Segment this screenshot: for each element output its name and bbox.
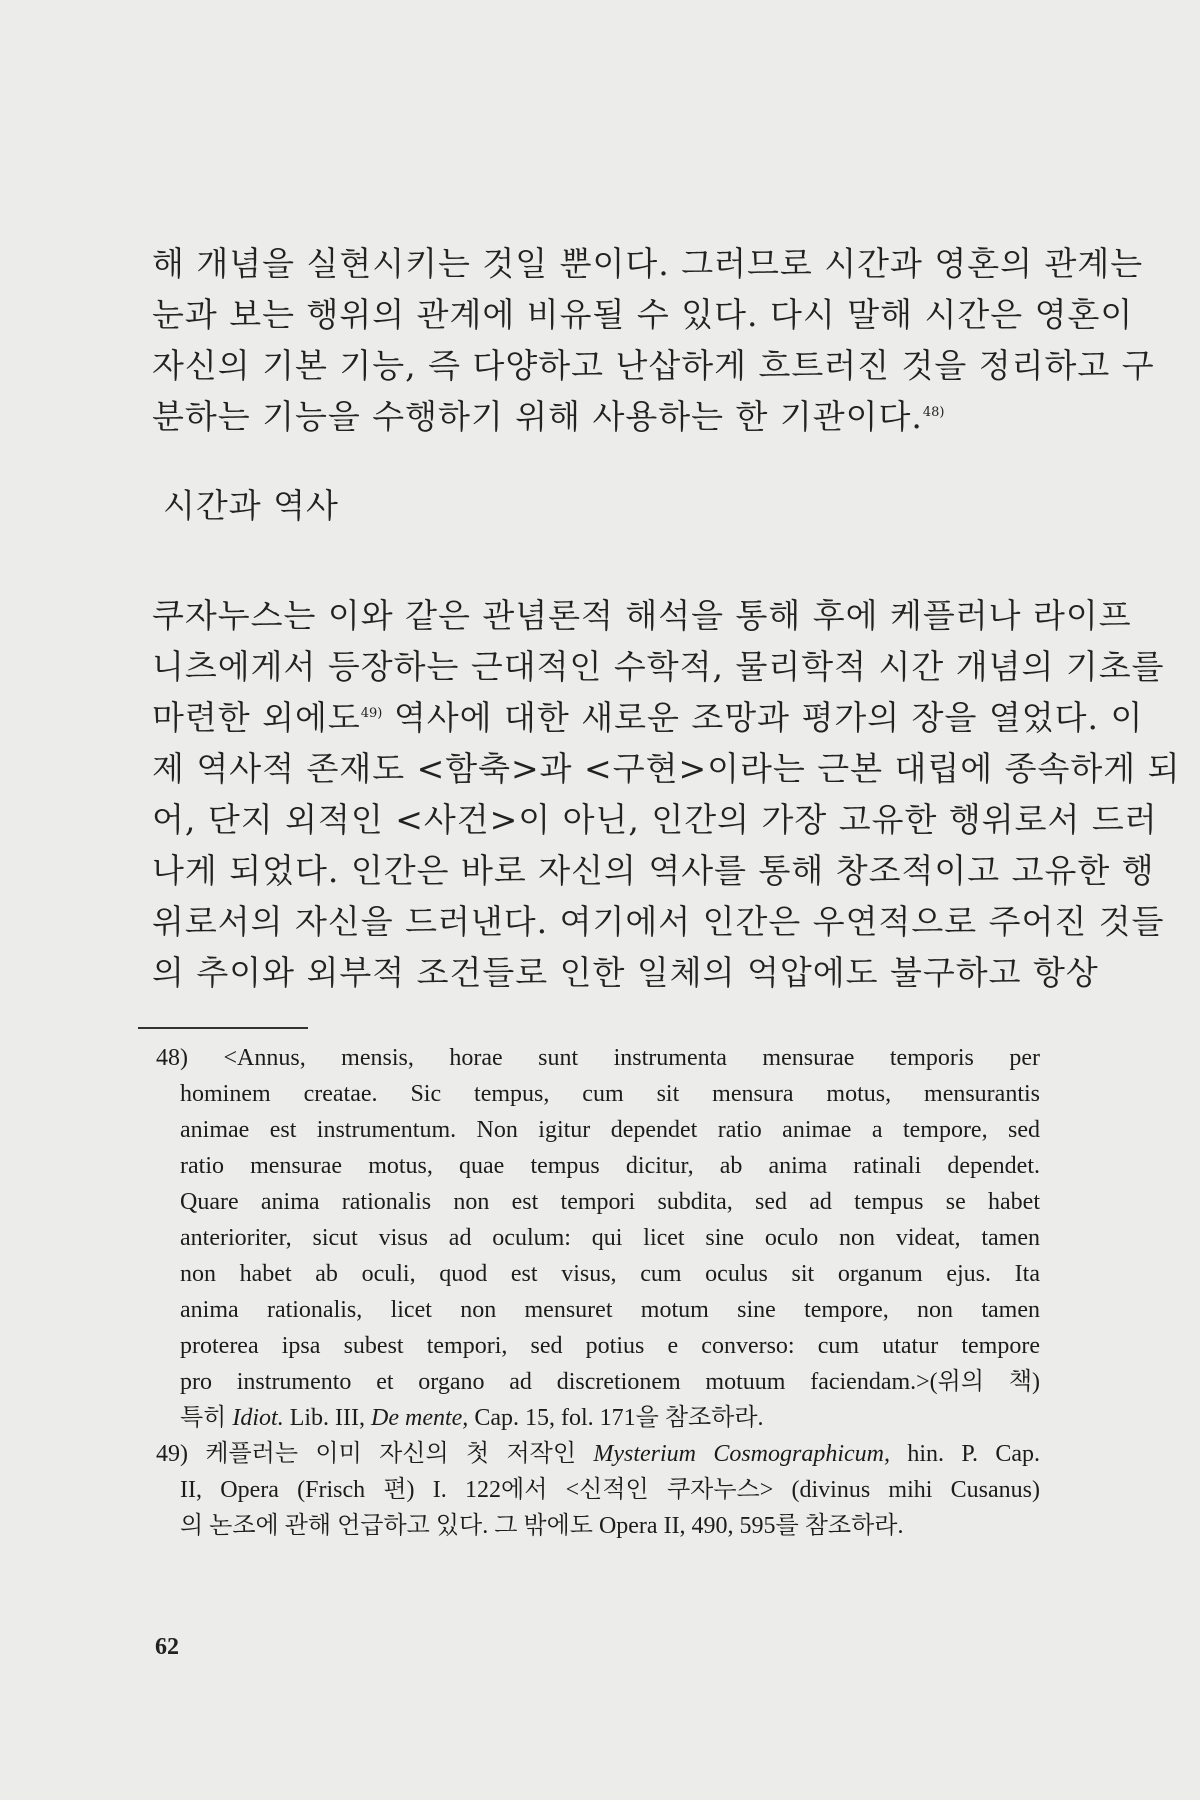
paragraph-2 — [152, 590, 1181, 998]
footnote-line — [156, 1436, 1040, 1472]
paragraph-line: 어, 단지 외적인 <사건>이 아닌, 인간의 가장 고유한 행위로서 드러 — [152, 800, 1158, 839]
paragraph-line-text: 분하는 기능을 수행하기 위해 사용하는 한 기관이다. — [152, 397, 923, 436]
footnote-line: II, Opera (Frisch 편) I. 122에서 <신적인 쿠자누스> (divinus mihi Cusanus) — [180, 1477, 1040, 1503]
footnote-line — [180, 1400, 1040, 1436]
paragraph-line-text: 마련한 외에도 — [152, 698, 361, 737]
section-heading: 시간과 역사 — [163, 486, 339, 525]
footnote-text: Cap. 15, fol. 171을 참조하라. — [468, 1405, 764, 1431]
paragraph-line: 눈과 보는 행위의 관계에 비유될 수 있다. 다시 말해 시간은 영혼이 — [152, 295, 1134, 334]
footnote-italic-title: De mente, — [371, 1405, 469, 1431]
paragraph-line: 쿠자누스는 이와 같은 관념론적 해석을 통해 후에 케플러나 라이프 — [152, 596, 1132, 635]
footnote-text: Lib. III, — [283, 1405, 372, 1431]
footnote-line: anima rationalis, licet non mensuret motum sine tempore, non tamen — [180, 1297, 1040, 1323]
footnote-italic-title: Idiot. — [232, 1405, 284, 1431]
footnote-line: anterioriter, sicut visus ad oculum: qui licet sine oculo non videat, tamen — [180, 1225, 1040, 1251]
paragraph-line — [152, 692, 1144, 743]
paragraph-line: 니츠에게서 등장하는 근대적인 수학적, 물리학적 시간 개념의 기초를 — [152, 647, 1165, 686]
paragraph-1 — [152, 238, 1155, 442]
footnote-49 — [156, 1436, 1040, 1544]
footnote-text: 49) 케플러는 이미 자신의 첫 저작인 — [156, 1441, 594, 1467]
footnote-line: pro instrumento et organo ad discretionem motuum faciendam.>(위의 책) — [180, 1369, 1040, 1395]
footnote-line: non habet ab oculi, quod est visus, cum oculus sit organum ejus. Ita — [180, 1261, 1040, 1287]
paragraph-line: 나게 되었다. 인간은 바로 자신의 역사를 통해 창조적이고 고유한 행 — [152, 851, 1155, 890]
footnote-line: animae est instrumentum. Non igitur dependet ratio animae a tempore, sed — [180, 1117, 1040, 1143]
footnote-ref-48[interactable]: 48) — [922, 405, 945, 420]
footnote-line: proterea ipsa subest tempori, sed potius e converso: cum utatur tempore — [180, 1333, 1040, 1359]
paragraph-line: 의 추이와 외부적 조건들로 인한 일체의 억압에도 불구하고 항상 — [152, 953, 1099, 992]
paragraph-line: 해 개념을 실현시키는 것일 뿐이다. 그러므로 시간과 영혼의 관계는 — [152, 244, 1144, 283]
footnote-48 — [156, 1040, 1040, 1436]
footnote-line: 48) <Annus, mensis, horae sunt instrumenta mensurae temporis per — [156, 1045, 1040, 1071]
page-number: 62 — [155, 1634, 179, 1660]
paragraph-line — [152, 391, 1048, 442]
footnote-line: hominem creatae. Sic tempus, cum sit mensura motus, mensurantis — [180, 1081, 1040, 1107]
paragraph-line: 제 역사적 존재도 <함축>과 <구현>이라는 근본 대립에 종속하게 되 — [152, 749, 1181, 788]
footnotes — [156, 1040, 1040, 1544]
footnote-text: 특히 — [180, 1405, 233, 1431]
footnote-line: 의 논조에 관해 언급하고 있다. 그 밖에도 Opera II, 490, 595를 참조하라. — [180, 1513, 904, 1539]
footnote-text: hin. P. Cap. — [890, 1441, 1040, 1467]
paragraph-line-text: 역사에 대한 새로운 조망과 평가의 장을 열었다. 이 — [393, 698, 1144, 737]
footnote-divider — [138, 1027, 308, 1029]
paragraph-line: 위로서의 자신을 드러낸다. 여기에서 인간은 우연적으로 주어진 것들 — [152, 902, 1165, 941]
footnote-ref-49[interactable]: 49) — [360, 706, 383, 721]
footnote-line: Quare anima rationalis non est tempori subdita, sed ad tempus se habet — [180, 1189, 1040, 1215]
footnote-italic-title: Mysterium Cosmographicum, — [593, 1441, 890, 1467]
paragraph-line: 자신의 기본 기능, 즉 다양하고 난삽하게 흐트러진 것을 정리하고 구 — [152, 346, 1155, 385]
footnote-line: ratio mensurae motus, quae tempus dicitur, ab anima ratinali dependet. — [180, 1153, 1040, 1179]
